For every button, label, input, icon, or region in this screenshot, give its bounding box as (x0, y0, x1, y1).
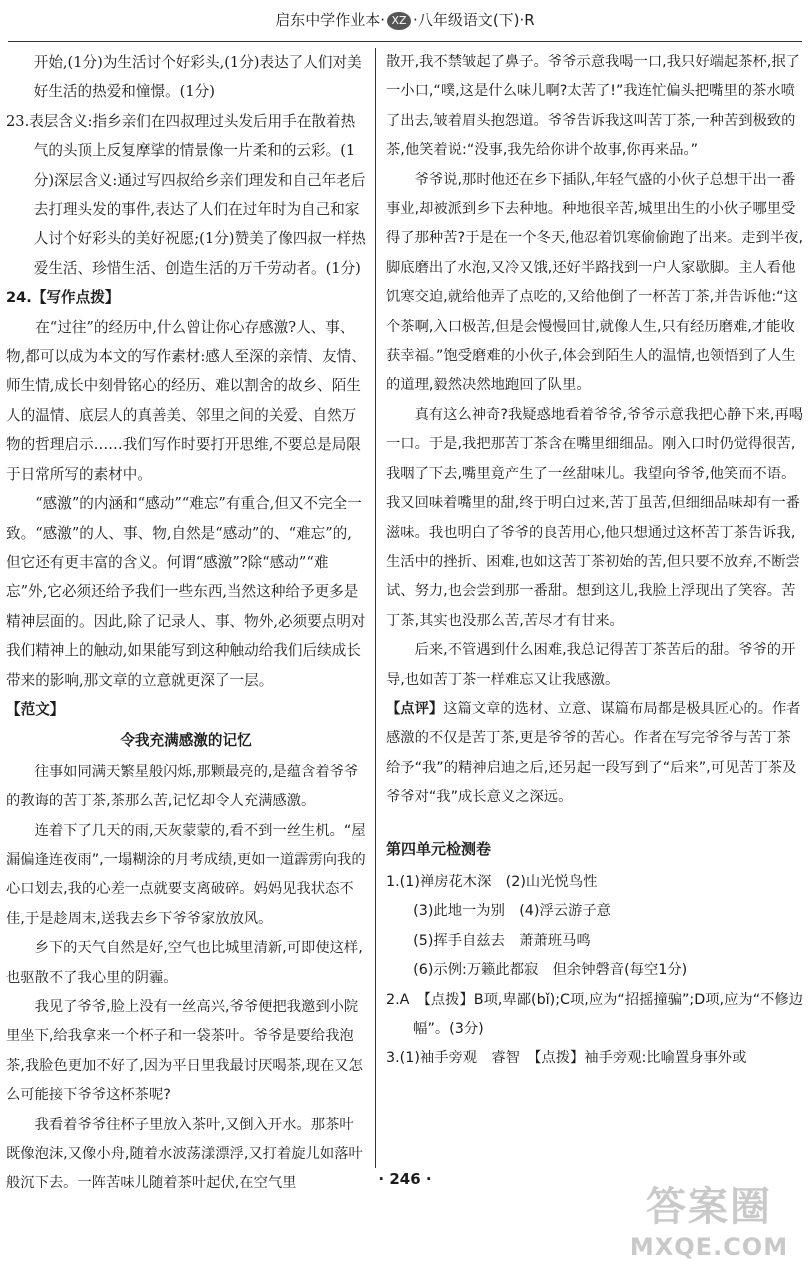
essay-paragraph: 我看着爷爷往杯子里放入茶叶,又倒入开水。那茶叶既像泡沫,又像小舟,随着水波荡漾漂浮,又打着旋儿如落叶般沉下去。一阵苦味儿随着茶叶起伏,在空气里 (6, 1116, 363, 1192)
site-watermark (614, 1182, 804, 1274)
essay-paragraph: 爷爷说,那时他还在乡下插队,年轻气盛的小伙子总想干出一番事业,却被派到乡下去种地。种地很辛苦,城里出生的小伙子哪里受得了那种苦?于是在一个冬天,他忍着饥寒偷偷跑了出来。走到半夜,脚底磨出了水泡,又冷又饿,还好半路找到一户人家歇脚。主人看他饥寒交迫,就给他弄了点吃的,又给他倒了一杯苦丁茶,并告诉他:“这个茶啊,入口极苦,但是会慢慢回甘,就像人生,只有经历磨难,才能收获幸福。”饱受磨难的小伙子,体会到陌生人的温情,也领悟到了人生的道理,毅然决然地跑回了队里。 (386, 171, 803, 394)
header-rule (8, 41, 802, 42)
answer-1-line: 1.(1)禅房花木深 (2)山光悦鸟性 (386, 873, 598, 890)
right-column (386, 48, 804, 1163)
book-title: 启东中学作业本 (275, 11, 381, 29)
writing-guide-paragraph: 在“过往”的经历中,什么曾让你心存感激?人、事、物,都可以成为本文的写作素材:感人至深的亲情、友情、师生情,成长中刻骨铭心的经历、难以割舍的故乡、陌生人的温情、底层人的真善美、邻里之间的关爱、自然万物的哲理启示……我们写作时要打开思维,不要总是局限于日常所写的素材中。 (6, 318, 366, 483)
essay-body (6, 758, 366, 1199)
edition-badge: XZ (387, 12, 411, 30)
watermark-logo-text: 答案圈 (646, 1184, 772, 1230)
essay-paragraph: 往事如同满天繁星般闪烁,那颗最亮的,是蕴含着爷爷的教诲的苦丁茶,茶那么苦,记忆却令人充满感激。 (6, 763, 359, 810)
essay-paragraph: 真有这么神奇?我疑惑地看着爷爷,爷爷示意我把心静下来,再喝一口。于是,我把那苦丁茶含在嘴里细细品。刚入口时仍觉得很苦,我咽了下去,嘴里竟产生了一丝甜味儿。我望向爷爷,他笑而不语。我又回味着嘴里的甜,终于明白过来,苦丁虽苦,但细细品味却有一番滋味。我也明白了爷爷的良苦用心,他只想通过这杯苦丁茶告诉我,生活中的挫折、困难,也如这苦丁茶初始的苦,但只要不放弃,不断尝试、努力,也会尝到那一番甜。想到这儿,我脸上浮现出了笑容。苦丁茶,其实也没那么苦,苦尽才有甘来。 (386, 406, 803, 629)
grade-subject: 八年级语文(下)·R (417, 11, 535, 29)
answer-3: 3.(1)袖手旁观 睿智 【点拨】袖手旁观:比喻置身事外或 (386, 1050, 747, 1067)
answer-1-line: (6)示例:万籁此都寂 但余钟磬音(每空1分) (413, 962, 688, 979)
essay-paragraph: 我见了爷爷,脸上没有一丝高兴,爷爷便把我邀到小院里坐下,给我拿来一个杯子和一袋茶叶。爷爷是要给我泡茶,我脸色更加不好了,因为平日里我最讨厌喝茶,现在又怎么可能接下爷爷这杯茶呢? (6, 999, 363, 1104)
answer-1-line: (3)此地一为别 (4)浮云游子意 (413, 903, 611, 920)
header-separator: · (380, 11, 386, 29)
essay-paragraph: 后来,不管遇到什么困难,我总记得苦丁茶苦后的甜。爷爷的开导,也如苦丁茶一样难忘又让我感激。 (386, 642, 796, 688)
column-divider (375, 48, 376, 1168)
answer-1-line: (5)挥手自兹去 萧萧班马鸣 (413, 932, 591, 949)
essay-paragraph: 散开,我不禁皱起了鼻子。爷爷示意我喝一口,我只好端起茶杯,抿了一小口,“噗,这是什么味儿啊?太苦了!”我连忙偏头把嘴里的茶水喷了出去,皱着眉头抱怨道。爷爷告诉我这叫苦丁茶,一种苦到极致的茶,他笑着说:“没事,我先给你讲个故事,你再来品。” (386, 54, 800, 159)
answer-continuation: 开始,(1分)为生活讨个好彩头,(1分)表达了人们对美好生活的热爱和憧憬。(1分) (33, 54, 362, 101)
comment-label: 【点评】 (386, 700, 444, 717)
left-column (6, 48, 366, 1192)
model-essay-label: 【范文】 (6, 700, 65, 718)
answer-24-label: 24.【写作点拨】 (6, 289, 120, 307)
comment-text: 这篇文章的选材、立意、谋篇布局都是极具匠心的。作者感激的不仅是苦丁茶,更是爷爷的苦心。作者在写完爷爷与苦丁茶给予“我”的精神启迪之后,还另起一段写到了“后来”,可见苦丁茶及爷爷对“我”成长意义之深远。 (386, 700, 801, 806)
header-separator: · (413, 11, 418, 29)
essay-paragraph: 连着下了几天的雨,天灰蒙蒙的,看不到一丝生机。“屋漏偏逢连夜雨”,一塌糊涂的月考成绩,更如一道霹雳向我的心口划去,我的心差一点就要支离破碎。妈妈见我状态不佳,于是趁周末,送我去乡下爷爷家放放风。 (6, 822, 366, 927)
essay-comment (386, 695, 804, 813)
answer-23: 23.表层含义:指乡亲们在四叔理过头发后用手在散着热气的头顶上反复摩挲的情景像一片柔和的云彩。(1分)深层含义:通过写四叔给乡亲们理发和自己年老后去打理头发的事件,表达了人们在过年时为自己和家人讨个好彩头的美好祝愿;(1分)赞美了像四叔一样热爱生活、珍惜生活、创造生活的万千劳动者。(1分) (6, 112, 366, 277)
watermark-url: MXQE.COM (629, 1233, 789, 1261)
essay-title: 令我充满感激的记忆 (120, 732, 252, 750)
writing-guide-paragraph: “感激”的内涵和“感动”“难忘”有重合,但又不完全一致。“感激”的人、事、物,自然是“感动”的、“难忘”的,但它还有更丰富的含义。何谓“感激”?除“感动”“难忘”外,它必须还给予我们一些东西,当然这种给予更多是精神层面的。因此,除了记录人、事、物外,必须要点明对我们精神上的触动,如果能写到这种触动给我们后续成长带来的影响,那文章的立意就更深了一层。 (6, 495, 366, 689)
unit-test-title: 第四单元检测卷 (386, 839, 492, 858)
essay-paragraph: 乡下的天气自然是好,空气也比城里清新,可即使这样,也驱散不了我心里的阴霾。 (6, 940, 363, 986)
page-number: · 246 · (378, 1170, 432, 1188)
page-header (0, 0, 810, 42)
answer-2: 2.A 【点拨】B项,卑鄙(bǐ);C项,应为“招摇撞骗”;D项,应为“不修边幅”。(3分) (386, 991, 803, 1037)
